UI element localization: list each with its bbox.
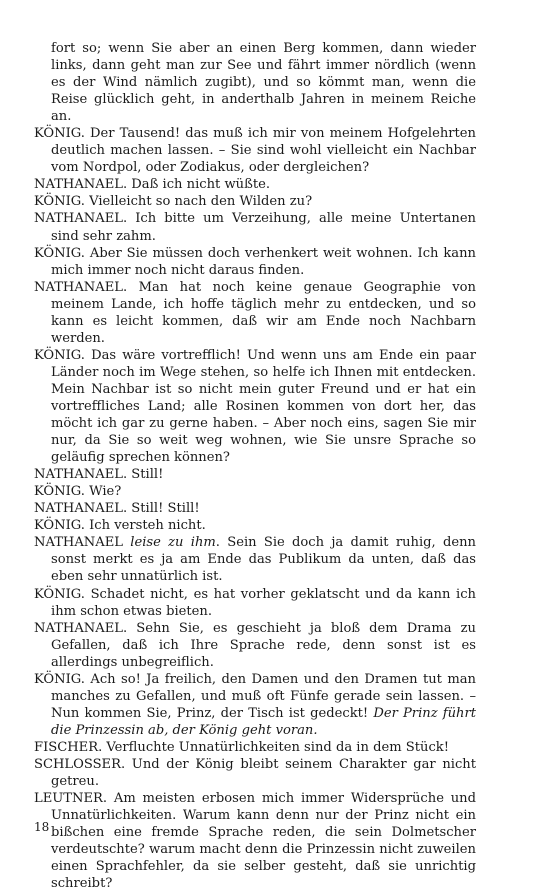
- dialogue-paragraph: [34, 125, 476, 176]
- dialogue-paragraph: [34, 279, 476, 347]
- dialogue-text: Das wäre vortrefflich! Und wenn uns am Ende ein paar Länder noch im Wege stehen, so helfe ich Ihnen mit entdecken. Mein Nachbar ist so nicht mein guter Freund und er hat ein vortreffliches Land; alle Rosinen kommen von dort her, das möcht ich gar zu gerne haben. – Aber noch eins, sagen Sie mir nur, da Sie so weit weg wohnen, wie Sie unsre Sprache so geläufig sprechen können?: [51, 347, 476, 466]
- dialogue-text: Sehn Sie, es geschieht ja bloß dem Drama zu Gefallen, daß ich Ihre Sprache rede, denn sonst ist es allerdings unbegreiflich.: [51, 620, 476, 670]
- speaker-name: NATHANAEL.: [34, 620, 128, 636]
- dialogue-paragraph: [34, 534, 476, 585]
- dialogue-paragraph: [34, 193, 476, 210]
- dialogue-paragraph: [34, 483, 476, 500]
- dialogue-paragraph: [34, 347, 476, 466]
- page-number: 18: [34, 820, 50, 834]
- stage-direction: leise zu ihm: [130, 535, 216, 551]
- dialogue-text: Daß ich nicht wüßte.: [127, 177, 271, 193]
- dialogue-paragraph: [34, 176, 476, 193]
- speaker-name: KÖNIG.: [34, 245, 85, 261]
- dialogue-paragraph: [34, 466, 476, 483]
- page-text: [34, 40, 476, 892]
- speaker-name: FISCHER.: [34, 739, 103, 755]
- dialogue-text: Am meisten erbosen mich immer Widersprüche und Unnatürlichkeiten. Warum kann denn nur der Prinz nicht ein bißchen eine fremde Sprache reden, die sein Dolmetscher verdeutschte? warum macht denn die Prinzessin nicht zuweilen einen Sprachfehler, da sie selber gesteht, daß sie unrichtig schreibt?: [51, 791, 476, 892]
- speaker-name: NATHANAEL: [34, 535, 123, 551]
- dialogue-text: Wie?: [84, 484, 122, 500]
- dialogue-paragraph: [34, 790, 476, 892]
- dialogue-text: Man hat noch keine genaue Geographie von meinem Lande, ich hoffe täglich mehr zu entdecken, und so kann es leicht kommen, daß wir am Ende noch Nachbarn werden.: [51, 279, 476, 346]
- speaker-name: NATHANAEL.: [34, 211, 128, 227]
- dialogue-text: Still! Still!: [127, 501, 200, 517]
- dialogue-paragraph: [34, 671, 476, 739]
- dialogue-text: Schadet nicht, es hat vorher geklatscht und da kann ich ihm schon etwas bieten.: [51, 586, 476, 619]
- dialogue-text: Der Tausend! das muß ich mir von meinem Hofgelehrten deutlich machen lassen. – Sie sind wohl vielleicht ein Nachbar vom Nordpol, oder Zodiakus, oder dergleichen?: [51, 126, 476, 176]
- dialogue-paragraph: [34, 210, 476, 244]
- dialogue-paragraph: [34, 756, 476, 790]
- dialogue-text: Still!: [127, 467, 164, 483]
- dialogue-text: Verfluchte Unnatürlichkeiten sind da in dem Stück!: [102, 739, 449, 755]
- speaker-name: KÖNIG.: [34, 671, 85, 687]
- dialogue-paragraph: [34, 245, 476, 279]
- speaker-name: LEUTNER.: [34, 791, 108, 807]
- dialogue-text: Ich versteh nicht.: [84, 518, 206, 534]
- speaker-name: KÖNIG.: [34, 126, 85, 142]
- speaker-name: NATHANAEL.: [34, 279, 128, 295]
- dialogue-text: Ach so! Ja freilich, den Damen und den Dramen tut man manches zu Gefallen, und muß oft Fünfe gerade sein lassen. – Nun kommen Sie, Prinz, der Tisch ist gedeckt!: [51, 671, 476, 721]
- stage-direction: Der Prinz führt die Prinzessin ab, der König geht voran.: [51, 705, 476, 738]
- dialogue-text: fort so; wenn Sie aber an einen Berg kommen, dann wieder links, dann geht man zur See und fährt immer nördlich (wenn es der Wind nämlich zugibt), und so kömmt man, wenn die Reise glücklich geht, in anderthalb Jahren in meinem Reiche an.: [51, 41, 476, 125]
- speaker-name: KÖNIG.: [34, 194, 85, 210]
- speaker-name: NATHANAEL.: [34, 177, 128, 193]
- dialogue-paragraph: [34, 586, 476, 620]
- speaker-name: NATHANAEL.: [34, 467, 128, 483]
- speaker-name: KÖNIG.: [34, 347, 85, 363]
- dialogue-paragraph: [34, 739, 476, 756]
- speaker-name: KÖNIG.: [34, 484, 85, 500]
- dialogue-text: . Sein Sie doch ja damit ruhig, denn sonst merkt es ja am Ende das Publikum da unten, daß das eben sehr unnatürlich ist.: [51, 535, 476, 585]
- speaker-name: KÖNIG.: [34, 586, 85, 602]
- dialogue-paragraph: [34, 620, 476, 671]
- dialogue-text: Aber Sie müssen doch verhenkert weit wohnen. Ich kann mich immer noch nicht daraus finden.: [51, 245, 476, 278]
- dialogue-paragraph: [34, 517, 476, 534]
- dialogue-text: Und der König bleibt seinem Charakter gar nicht getreu.: [51, 756, 476, 790]
- dialogue-text: Vielleicht so nach den Wilden zu?: [84, 194, 313, 210]
- speaker-name: KÖNIG.: [34, 518, 85, 534]
- dialogue-paragraph: [34, 40, 476, 125]
- speaker-name: SCHLOSSER.: [34, 756, 126, 772]
- speaker-name: NATHANAEL.: [34, 501, 128, 517]
- dialogue-paragraph: [34, 500, 476, 517]
- dialogue-text: Ich bitte um Verzeihung, alle meine Untertanen sind sehr zahm.: [51, 211, 476, 244]
